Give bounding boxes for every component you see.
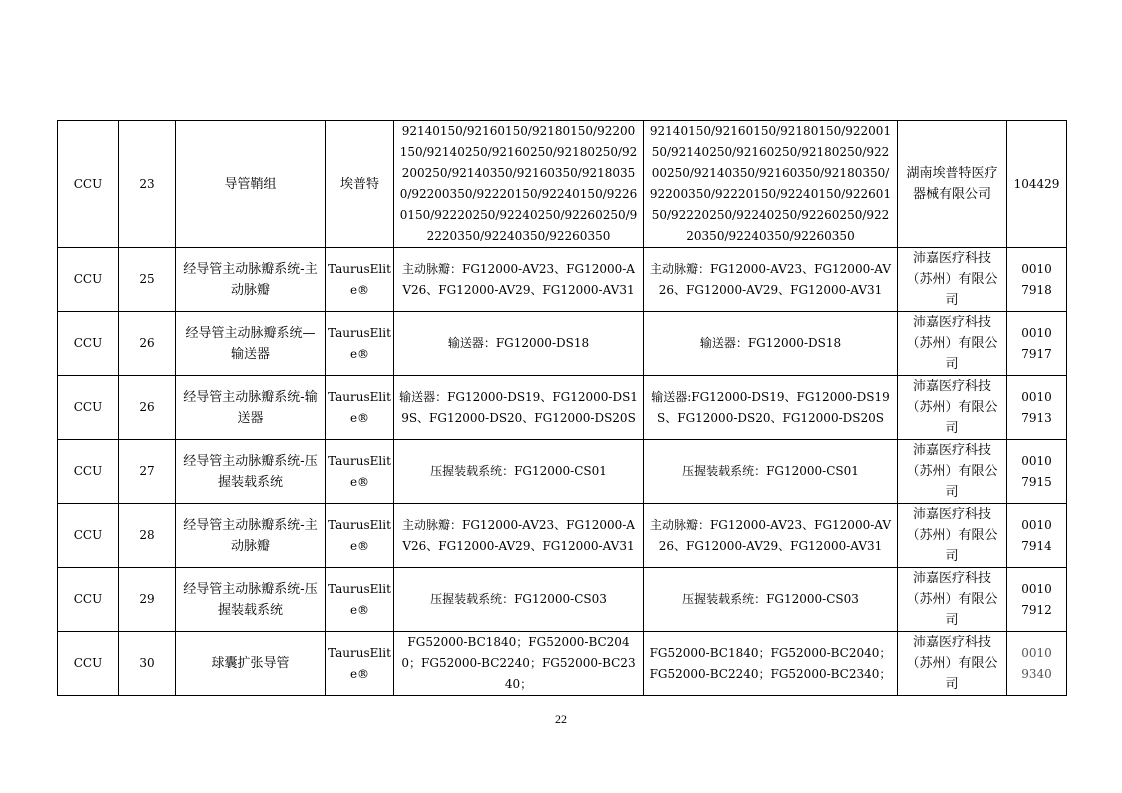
model-spec-cell: 压握装载系统：FG12000-CS01	[644, 440, 898, 504]
product-code-cell: 00109340	[1007, 632, 1067, 696]
table-row	[58, 312, 1067, 376]
serial-number-cell: 30	[119, 632, 176, 696]
product-name-cell: 经导管主动脉瓣系统-压握装载系统	[176, 440, 326, 504]
product-code-cell: 00107917	[1007, 312, 1067, 376]
model-spec-cell: 压握装载系统：FG12000-CS03	[394, 568, 644, 632]
model-spec-cell: 92140150/92160150/92180150/92200150/92140250/92160250/92180250/92200250/92140350/92160350/92180350/92200350/92220150/92240150/92260150/92220250/92240250/92260250/92220350/92240350/92260350	[644, 121, 898, 248]
model-spec-cell: 输送器：FG12000-DS18	[644, 312, 898, 376]
brand-cell: TaurusElite®	[326, 568, 394, 632]
serial-number-cell: 26	[119, 312, 176, 376]
dept-cell: CCU	[58, 376, 119, 440]
model-spec-cell: 主动脉瓣：FG12000-AV23、FG12000-AV26、FG12000-AV29、FG12000-AV31	[644, 504, 898, 568]
brand-cell: TaurusElite®	[326, 440, 394, 504]
dept-cell: CCU	[58, 568, 119, 632]
product-name-cell: 经导管主动脉瓣系统-主动脉瓣	[176, 504, 326, 568]
product-name-cell: 经导管主动脉瓣系统-压握装载系统	[176, 568, 326, 632]
serial-number-cell: 27	[119, 440, 176, 504]
product-table	[57, 120, 1067, 696]
table-row	[58, 376, 1067, 440]
serial-number-cell: 28	[119, 504, 176, 568]
manufacturer-cell: 湖南埃普特医疗器械有限公司	[898, 121, 1007, 248]
model-spec-cell: 输送器：FG12000-DS18	[394, 312, 644, 376]
model-spec-cell: FG52000-BC1840；FG52000-BC2040；FG52000-BC2240；FG52000-BC2340；	[394, 632, 644, 696]
product-code-cell: 104429	[1007, 121, 1067, 248]
table-row	[58, 504, 1067, 568]
table-row	[58, 568, 1067, 632]
model-spec-cell: FG52000-BC1840；FG52000-BC2040；FG52000-BC2240；FG52000-BC2340；	[644, 632, 898, 696]
model-spec-cell: 92140150/92160150/92180150/92200150/92140250/92160250/92180250/92200250/92140350/92160350/92180350/92200350/92220150/92240150/92260150/92220250/92240250/92260250/92220350/92240350/92260350	[394, 121, 644, 248]
table-row	[58, 440, 1067, 504]
product-name-cell: 球囊扩张导管	[176, 632, 326, 696]
brand-cell: TaurusElite®	[326, 504, 394, 568]
product-code-cell: 00107914	[1007, 504, 1067, 568]
table-row	[58, 632, 1067, 696]
model-spec-cell: 输送器:FG12000-DS19、FG12000-DS19S、FG12000-DS20、FG12000-DS20S	[644, 376, 898, 440]
model-spec-cell: 输送器：FG12000-DS19、FG12000-DS19S、FG12000-DS20、FG12000-DS20S	[394, 376, 644, 440]
table-row	[58, 248, 1067, 312]
model-spec-cell: 压握装载系统：FG12000-CS03	[644, 568, 898, 632]
dept-cell: CCU	[58, 632, 119, 696]
product-code-cell: 00107912	[1007, 568, 1067, 632]
model-spec-cell: 主动脉瓣：FG12000-AV23、FG12000-AV26、FG12000-AV29、FG12000-AV31	[644, 248, 898, 312]
product-name-cell: 经导管主动脉瓣系统-主动脉瓣	[176, 248, 326, 312]
page-number: 22	[555, 712, 567, 726]
product-name-cell: 导管鞘组	[176, 121, 326, 248]
serial-number-cell: 23	[119, 121, 176, 248]
manufacturer-cell: 沛嘉医疗科技（苏州）有限公司	[898, 440, 1007, 504]
dept-cell: CCU	[58, 440, 119, 504]
table-row	[58, 121, 1067, 248]
model-spec-cell: 压握装载系统：FG12000-CS01	[394, 440, 644, 504]
serial-number-cell: 25	[119, 248, 176, 312]
model-spec-cell: 主动脉瓣：FG12000-AV23、FG12000-AV26、FG12000-AV29、FG12000-AV31	[394, 504, 644, 568]
brand-cell: TaurusElite®	[326, 248, 394, 312]
manufacturer-cell: 沛嘉医疗科技（苏州）有限公司	[898, 632, 1007, 696]
manufacturer-cell: 沛嘉医疗科技（苏州）有限公司	[898, 312, 1007, 376]
serial-number-cell: 26	[119, 376, 176, 440]
brand-cell: TaurusElite®	[326, 376, 394, 440]
product-code-cell: 00107915	[1007, 440, 1067, 504]
manufacturer-cell: 沛嘉医疗科技（苏州）有限公司	[898, 504, 1007, 568]
brand-cell: 埃普特	[326, 121, 394, 248]
manufacturer-cell: 沛嘉医疗科技（苏州）有限公司	[898, 248, 1007, 312]
product-name-cell: 经导管主动脉瓣系统-输送器	[176, 376, 326, 440]
dept-cell: CCU	[58, 504, 119, 568]
model-spec-cell: 主动脉瓣：FG12000-AV23、FG12000-AV26、FG12000-AV29、FG12000-AV31	[394, 248, 644, 312]
dept-cell: CCU	[58, 312, 119, 376]
manufacturer-cell: 沛嘉医疗科技（苏州）有限公司	[898, 376, 1007, 440]
product-name-cell: 经导管主动脉瓣系统—输送器	[176, 312, 326, 376]
brand-cell: TaurusElite®	[326, 312, 394, 376]
product-code-cell: 00107913	[1007, 376, 1067, 440]
product-code-cell: 00107918	[1007, 248, 1067, 312]
dept-cell: CCU	[58, 248, 119, 312]
brand-cell: TaurusElite®	[326, 632, 394, 696]
serial-number-cell: 29	[119, 568, 176, 632]
dept-cell: CCU	[58, 121, 119, 248]
manufacturer-cell: 沛嘉医疗科技（苏州）有限公司	[898, 568, 1007, 632]
